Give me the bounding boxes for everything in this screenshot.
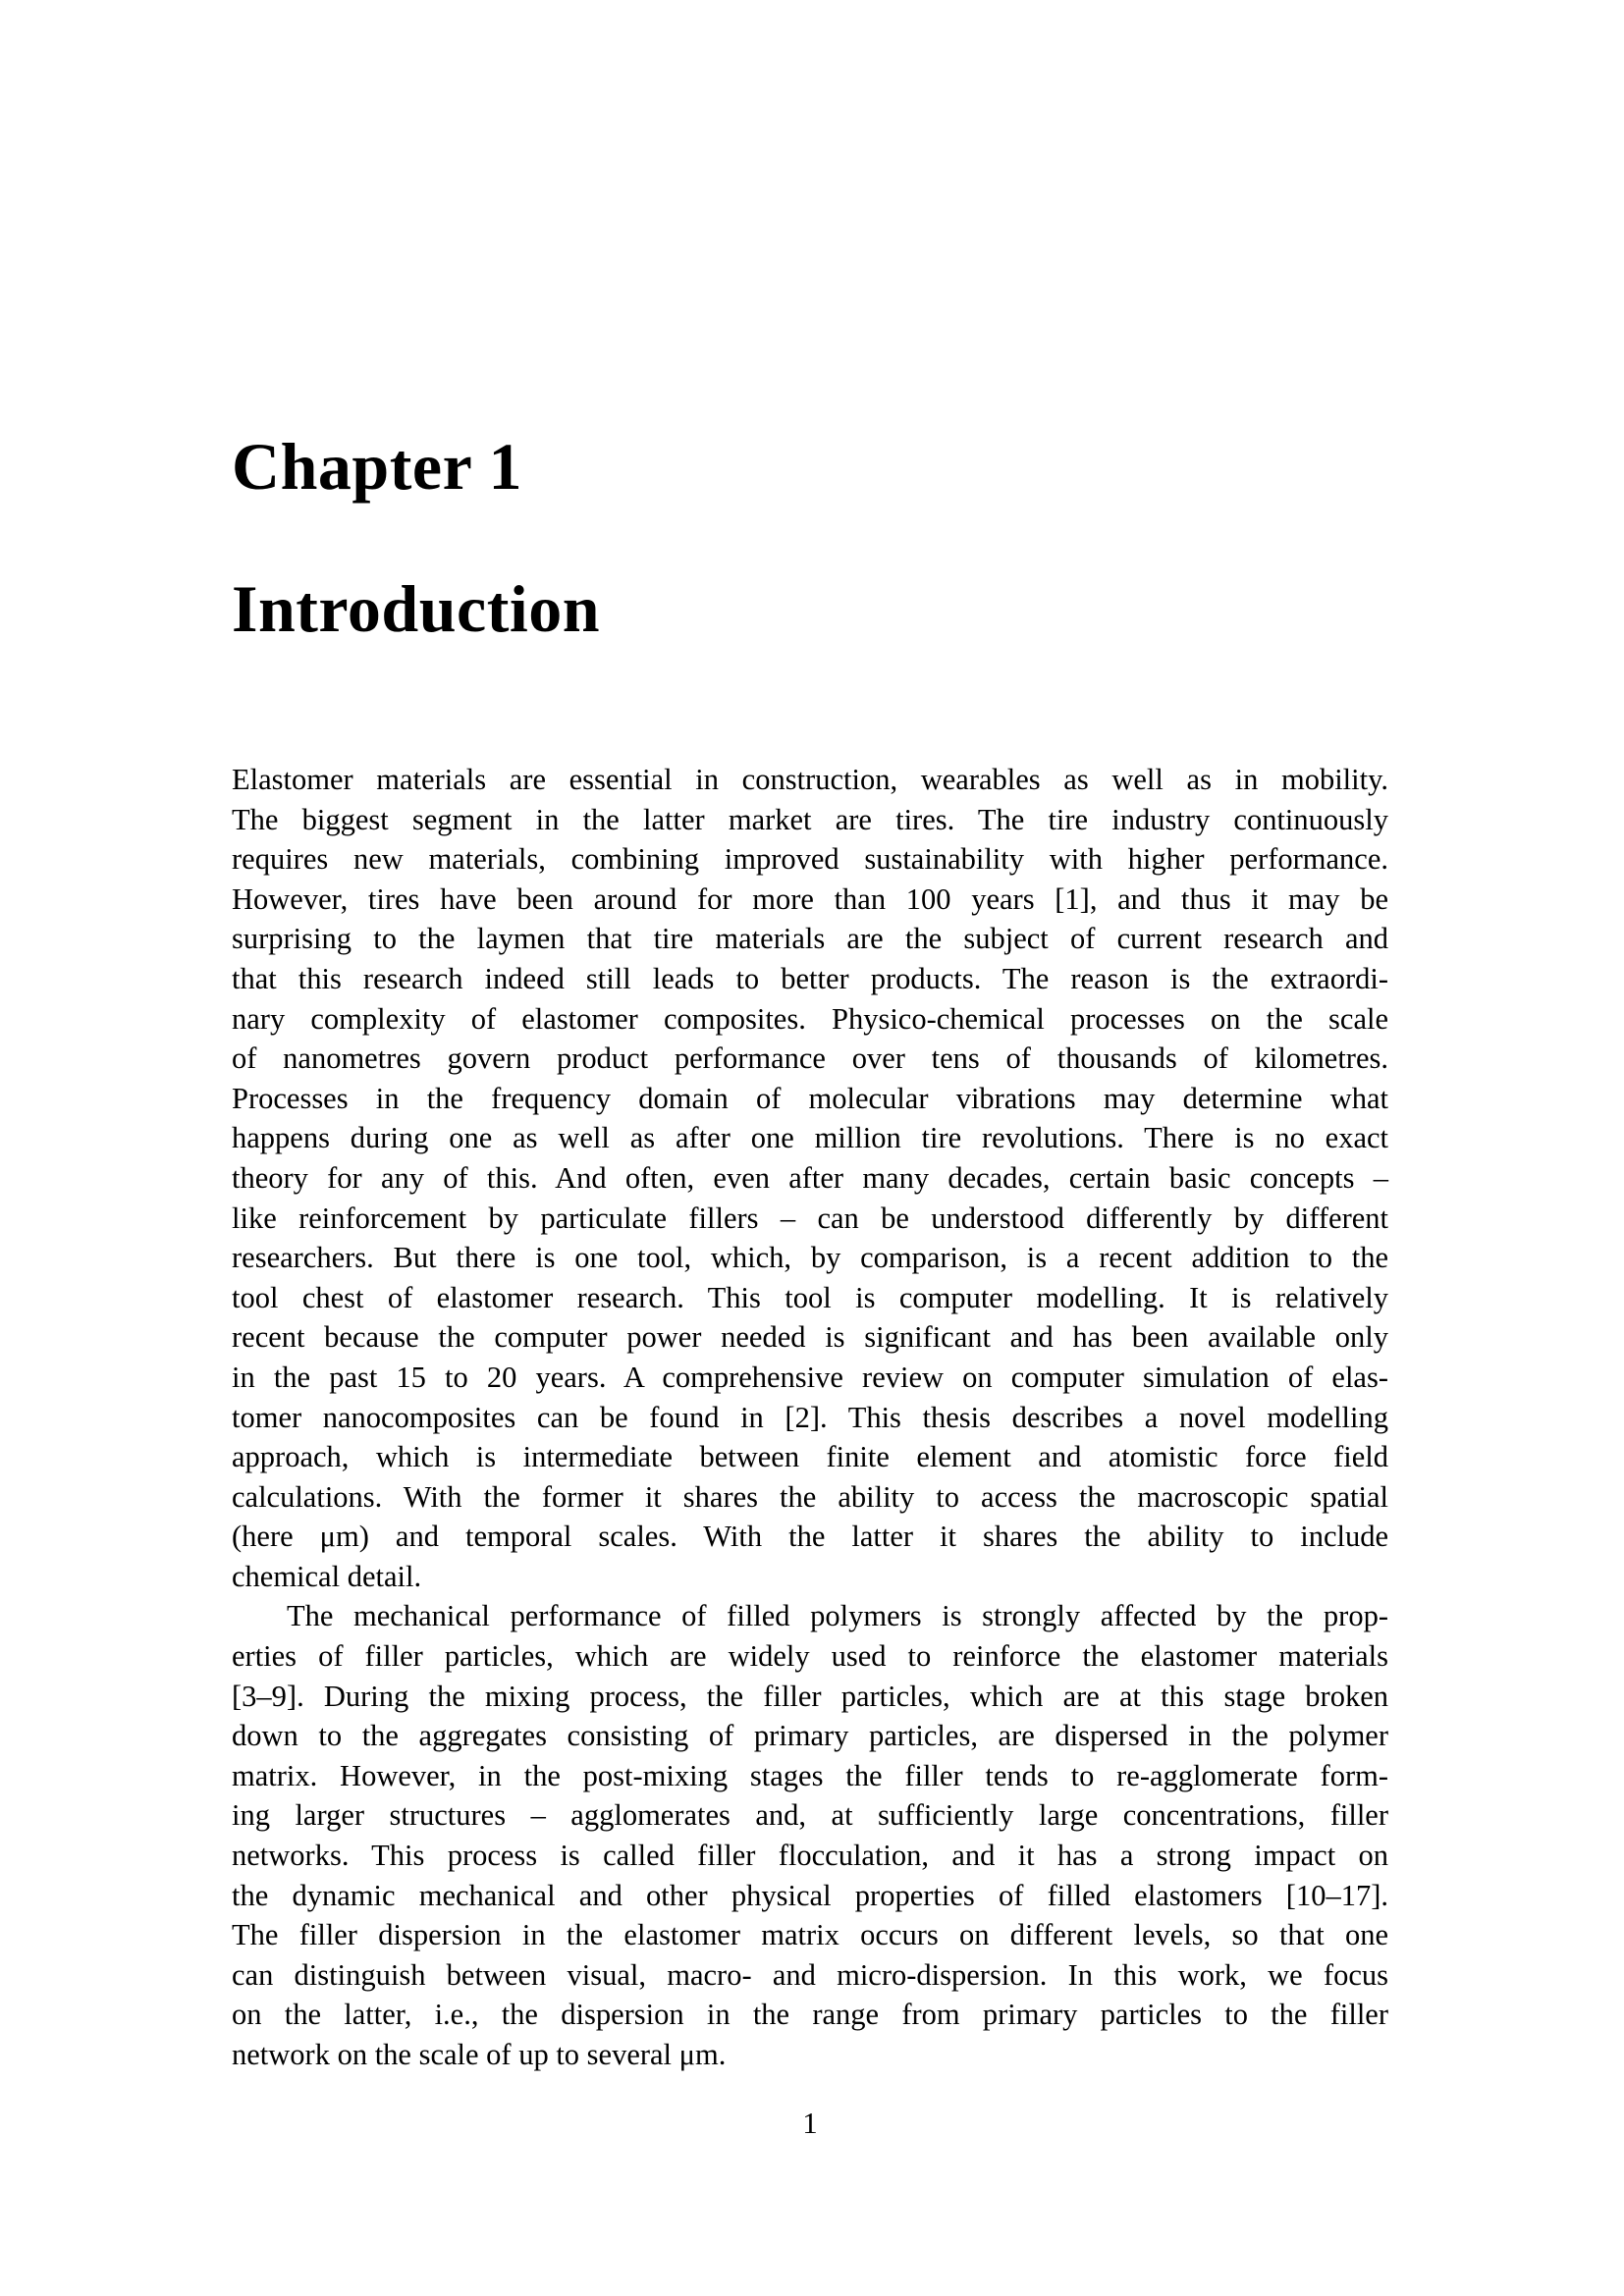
text-line: matrix. However, in the post-mixing stages the filler tends to re-agglomerate form- (232, 1758, 1388, 1792)
text-line: like reinforcement by particulate fillers – can be understood differently by different (232, 1201, 1388, 1235)
text-line: can distinguish between visual, macro- and micro-dispersion. In this work, we focus (232, 1957, 1388, 1992)
text-line: recent because the computer power needed is significant and has been available only (232, 1320, 1388, 1355)
body-text (232, 760, 1388, 2075)
text-line: The biggest segment in the latter market are tires. The tire industry continuously (232, 802, 1388, 836)
chapter-number-heading: Chapter 1 (232, 429, 523, 504)
text-line: of nanometres govern product performance over tens of thousands of kilometres. (232, 1041, 1388, 1076)
text-line: on the latter, i.e., the dispersion in the range from primary particles to the filler (232, 1998, 1388, 2032)
text-line: surprising to the laymen that tire materials are the subject of current research and (232, 922, 1388, 956)
text-line: erties of filler particles, which are widely used to reinforce the elastomer materials (232, 1639, 1388, 1674)
text-line: happens during one as well as after one million tire revolutions. There is no exact (232, 1121, 1388, 1155)
text-line: approach, which is intermediate between finite element and atomistic force field (232, 1440, 1388, 1474)
text-line: Processes in the frequency domain of molecular vibrations may determine what (232, 1081, 1388, 1115)
text-line: chemical detail. (232, 1559, 422, 1593)
text-line: down to the aggregates consisting of primary particles, are dispersed in the polymer (232, 1719, 1388, 1753)
text-line: network on the scale of up to several μm. (232, 2038, 727, 2071)
text-line: [3–9]. During the mixing process, the filler particles, which are at this stage broken (232, 1679, 1388, 1713)
page-number: 1 (802, 2106, 818, 2140)
text-line: nary complexity of elastomer composites. Physico-chemical processes on the scale (232, 1001, 1388, 1036)
text-line: The mechanical performance of filled polymers is strongly affected by the prop- (287, 1599, 1388, 1633)
text-line: that this research indeed still leads to better products. The reason is the extraordi- (232, 961, 1388, 995)
text-line: ing larger structures – agglomerates and, at sufficiently large concentrations, filler (232, 1798, 1388, 1833)
text-line: However, tires have been around for more than 100 years [1], and thus it may be (232, 881, 1388, 916)
text-line: in the past 15 to 20 years. A comprehensive review on computer simulation of elas- (232, 1360, 1388, 1394)
text-line: The filler dispersion in the elastomer matrix occurs on different levels, so that one (232, 1918, 1388, 1952)
text-line: requires new materials, combining improved sustainability with higher performance. (232, 842, 1388, 877)
text-line: networks. This process is called filler flocculation, and it has a strong impact on (232, 1839, 1388, 1873)
text-line: the dynamic mechanical and other physical properties of filled elastomers [10–17]. (232, 1878, 1388, 1912)
text-line: (here μm) and temporal scales. With the latter it shares the ability to include (232, 1520, 1388, 1554)
text-line: theory for any of this. And often, even after many decades, certain basic concepts – (232, 1160, 1388, 1195)
text-line: tomer nanocomposites can be found in [2]. This thesis describes a novel modelling (232, 1400, 1388, 1434)
text-line: Elastomer materials are essential in construction, wearables as well as in mobility. (232, 763, 1388, 796)
text-line: tool chest of elastomer research. This tool is computer modelling. It is relatively (232, 1280, 1388, 1314)
text-line: calculations. With the former it shares the ability to access the macroscopic spatial (232, 1479, 1388, 1514)
text-line: researchers. But there is one tool, which, by comparison, is a recent addition to the (232, 1241, 1388, 1275)
chapter-title-heading: Introduction (232, 571, 601, 646)
